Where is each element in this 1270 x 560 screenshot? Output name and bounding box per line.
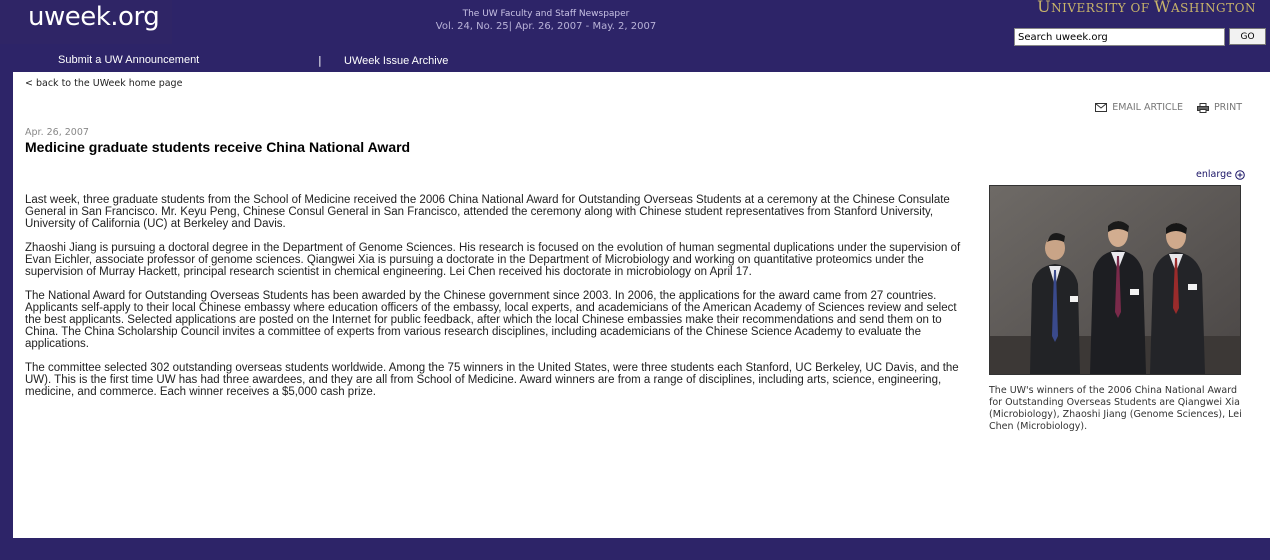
nav-issue-archive[interactable]: UWeek Issue Archive	[344, 55, 449, 67]
envelope-icon	[1095, 103, 1107, 112]
site-logo[interactable]: uweek.org	[28, 2, 160, 32]
email-article-link[interactable]	[1095, 102, 1183, 113]
printer-icon	[1197, 103, 1209, 113]
site-header	[0, 0, 1270, 72]
photo-caption: The UW's winners of the 2006 China National Award for Outstanding Overseas Students are Qiangwei Xia (Microbiology), Zhaoshi Jiang (Genome Sciences), Lei Chen (Microbiology).	[989, 385, 1242, 432]
publication-tagline: The UW Faculty and Staff Newspaper	[462, 9, 630, 19]
print-link[interactable]	[1197, 102, 1242, 113]
article-content	[13, 72, 1270, 538]
article-title: Medicine graduate students receive China National Award	[25, 139, 411, 155]
site-footer	[0, 538, 1270, 560]
issue-info: Vol. 24, No. 25| Apr. 26, 2007 - May. 2, 2007	[435, 21, 657, 32]
back-home-link[interactable]: < back to the UWeek home page	[25, 78, 183, 89]
nav-separator: |	[318, 54, 322, 67]
article-date: Apr. 26, 2007	[25, 127, 89, 138]
search-go-button[interactable]: GO	[1229, 28, 1266, 45]
article-paragraph: The committee selected 302 outstanding overseas students worldwide. Among the 75 winners in the United States, were three students each Stanford, UC Berkeley, UC Davis, and the UW). This is the first time UW has had three awardees, and they are all from School of Medicine. Award winners are from a range of disciplines, including arts, science, engineering, medicine, and commerce. Each winner receives a $5,000 cash prize.	[25, 362, 959, 398]
university-name[interactable]: UNIVERSITY OF WASHINGTON	[1037, 0, 1256, 16]
article-photo[interactable]	[989, 185, 1241, 375]
email-article-label[interactable]: EMAIL ARTICLE	[1112, 102, 1183, 113]
article-paragraph: Zhaoshi Jiang is pursuing a doctoral degree in the Department of Genome Sciences. His research is focused on the evolution of human segmental duplications under the supervision of Evan Eichler, associate professor of genome sciences. Qiangwei Xia is pursuing a doctorate in the Department of Microbiology and working on quantitative proteomics under the supervision of Murray Hackett, principal research scientist in chemical engineering. Lei Chen received his doctorate in microbiology on April 17.	[25, 242, 961, 278]
nav-submit-announcement[interactable]: Submit a UW Announcement	[58, 54, 200, 66]
search-input[interactable]	[1014, 28, 1225, 46]
article-tools	[1095, 102, 1242, 113]
plus-circle-icon	[1235, 170, 1245, 180]
article-body	[25, 194, 975, 410]
article-paragraph: Last week, three graduate students from the School of Medicine received the 2006 China National Award for Outstanding Overseas Students at a ceremony at the Chinese Consulate General in San Francisco. Mr. Keyu Peng, Chinese Consul General in San Francisco, attended the ceremony along with Chinese student representatives from Stanford University, University of California (UC) at Berkeley and Davis.	[25, 194, 950, 230]
award-winners-photo-illustration	[990, 186, 1240, 374]
print-label[interactable]: PRINT	[1213, 102, 1242, 113]
enlarge-photo-link[interactable]	[1196, 169, 1245, 180]
enlarge-label[interactable]: enlarge	[1196, 169, 1232, 180]
article-paragraph: The National Award for Outstanding Overseas Students has been awarded by the Chinese government since 2003. In 2006, the applications for the award came from 27 countries. Applicants self-apply to their local Chinese embassy where education officers of the embassy, local experts, and academicians of the American Academy of Sciences review and select the best applicants. Selected applications are posted on the Internet for public feedback, after which the local Chinese embassies make their recommendations and send them on to China. The China Scholarship Council invites a committee of experts from various research disciplines, including academicians of the Chinese Science Academy to evaluate the applications.	[25, 290, 957, 350]
